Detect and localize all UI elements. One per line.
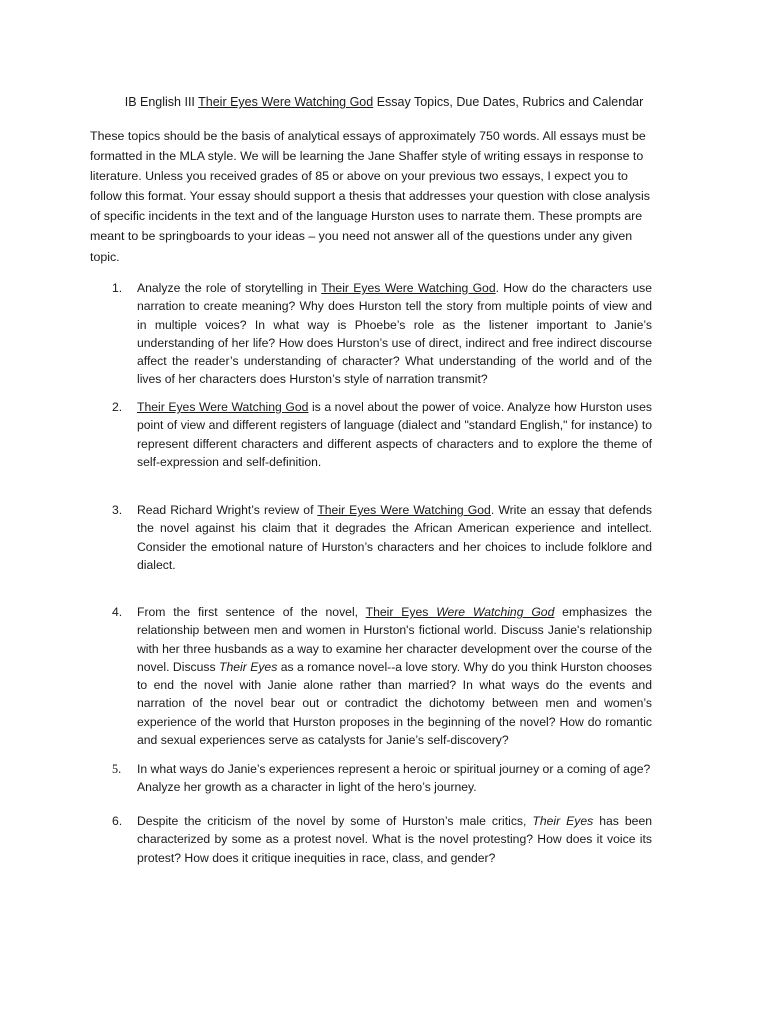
topic-number: 6. [112,814,123,828]
book-title: Their Eyes Were Watching God [321,281,496,295]
topic-text-b: is a novel about the power of voice. Analyze how Hurston uses point of view and different registers of language (dialect and "standard English," for instance) to represent different characters and different aspects of characters and to explore the theme of self-expression and self-definition. [137,400,652,469]
topic-text: In what ways do Janie’s experiences represent a heroic or spiritual journey or a coming of age? Analyze her growth as a character in light of the hero’s journey. [137,762,651,795]
topic-text-a: Read Richard Wright’s review of [137,503,318,517]
book-title [366,605,555,619]
topic-item-4 [112,603,652,749]
topic-text [137,501,652,574]
title-book: Their Eyes Were Watching God [198,95,374,109]
topic-item-2 [112,398,652,471]
topic-text-a: Analyze the role of storytelling in [137,281,322,295]
title-prefix: IB English III [124,95,199,109]
intro-paragraph: These topics should be the basis of analytical essays of approximately 750 words. All essays must be formatted in the MLA style. We will be learning the Jane Shaffer style of writing essays in response to literature. Unless you received grades of 85 or above on your previous two essays, I expect you to follow this format. Your essay should support a thesis that addresses your question with close analysis of specific incidents in the text and of the language Hurston uses to narrate them. These prompts are meant to be springboards to your ideas – you need not answer all of the questions under any given topic. [90,129,650,264]
topic-text [137,398,652,471]
short-title: Their Eyes [532,814,594,828]
topic-text [137,279,652,389]
topic-text-b: . How do the characters use narration to create meaning? Why does Hurston tell the story from multiple points of view and in multiple voices? In what way is Phoebe’s role as the listener important to Janie’s understanding of her life? How does Hurston’s use of direct, indirect and free indirect discourse affect the reader’s understanding of character? What understanding of the world and of the lives of her characters does Hurston’s style of narration transmit? [137,281,652,387]
book-title-plain: Their Eyes [365,605,437,619]
page-title [0,94,768,110]
book-title: Their Eyes Were Watching God [317,503,491,517]
book-title: Their Eyes Were Watching God [137,400,309,414]
topic-text-b: has been characterized by some as a protest novel. What is the novel protesting? How does it voice its protest? How does it critique inequities in race, class, and gender? [137,814,653,865]
topic-number: 1. [112,281,123,295]
book-title-italic: Were Watching God [436,605,555,619]
topic-item-1 [112,279,652,389]
short-title: Their Eyes [219,659,278,674]
title-suffix: Essay Topics, Due Dates, Rubrics and Calendar [373,95,644,109]
topic-number: 5. [112,762,122,776]
topic-text-b: emphasizes the relationship between men and women in Hurston's fictional world. Discuss Janie's relationship with her three husbands as a way to examine her character development over the course of the novel. Discuss [137,605,652,674]
topic-text-c: as a romance novel--a love story. Why do you think Hurston chooses to end the novel with Janie alone rather than married? In what ways do the events and narration of the novel bear out or contradict the dichotomy between men and women’s experience of the world that Hurston proposes in the beginning of the novel? How do romantic and sexual experiences serve as catalysts for Janie’s self-discovery? [137,659,652,748]
topic-number: 3. [112,503,123,517]
topic-item-5 [112,760,652,797]
topic-text-a: Despite the criticism of the novel by some of Hurston’s male critics, [137,814,533,828]
topic-item-6 [112,812,652,867]
topic-number: 4. [112,605,123,619]
topic-text-a: From the first sentence of the novel, [137,605,366,619]
topic-item-3 [112,501,652,574]
topic-number: 2. [112,400,123,414]
topic-text [137,812,652,867]
topic-text [137,603,652,749]
topic-text-b: . Write an essay that defends the novel against his claim that it degrades the African American experience and intellect. Consider the emotional nature of Hurston’s characters and her choices to include folklore and dialect. [137,503,652,572]
